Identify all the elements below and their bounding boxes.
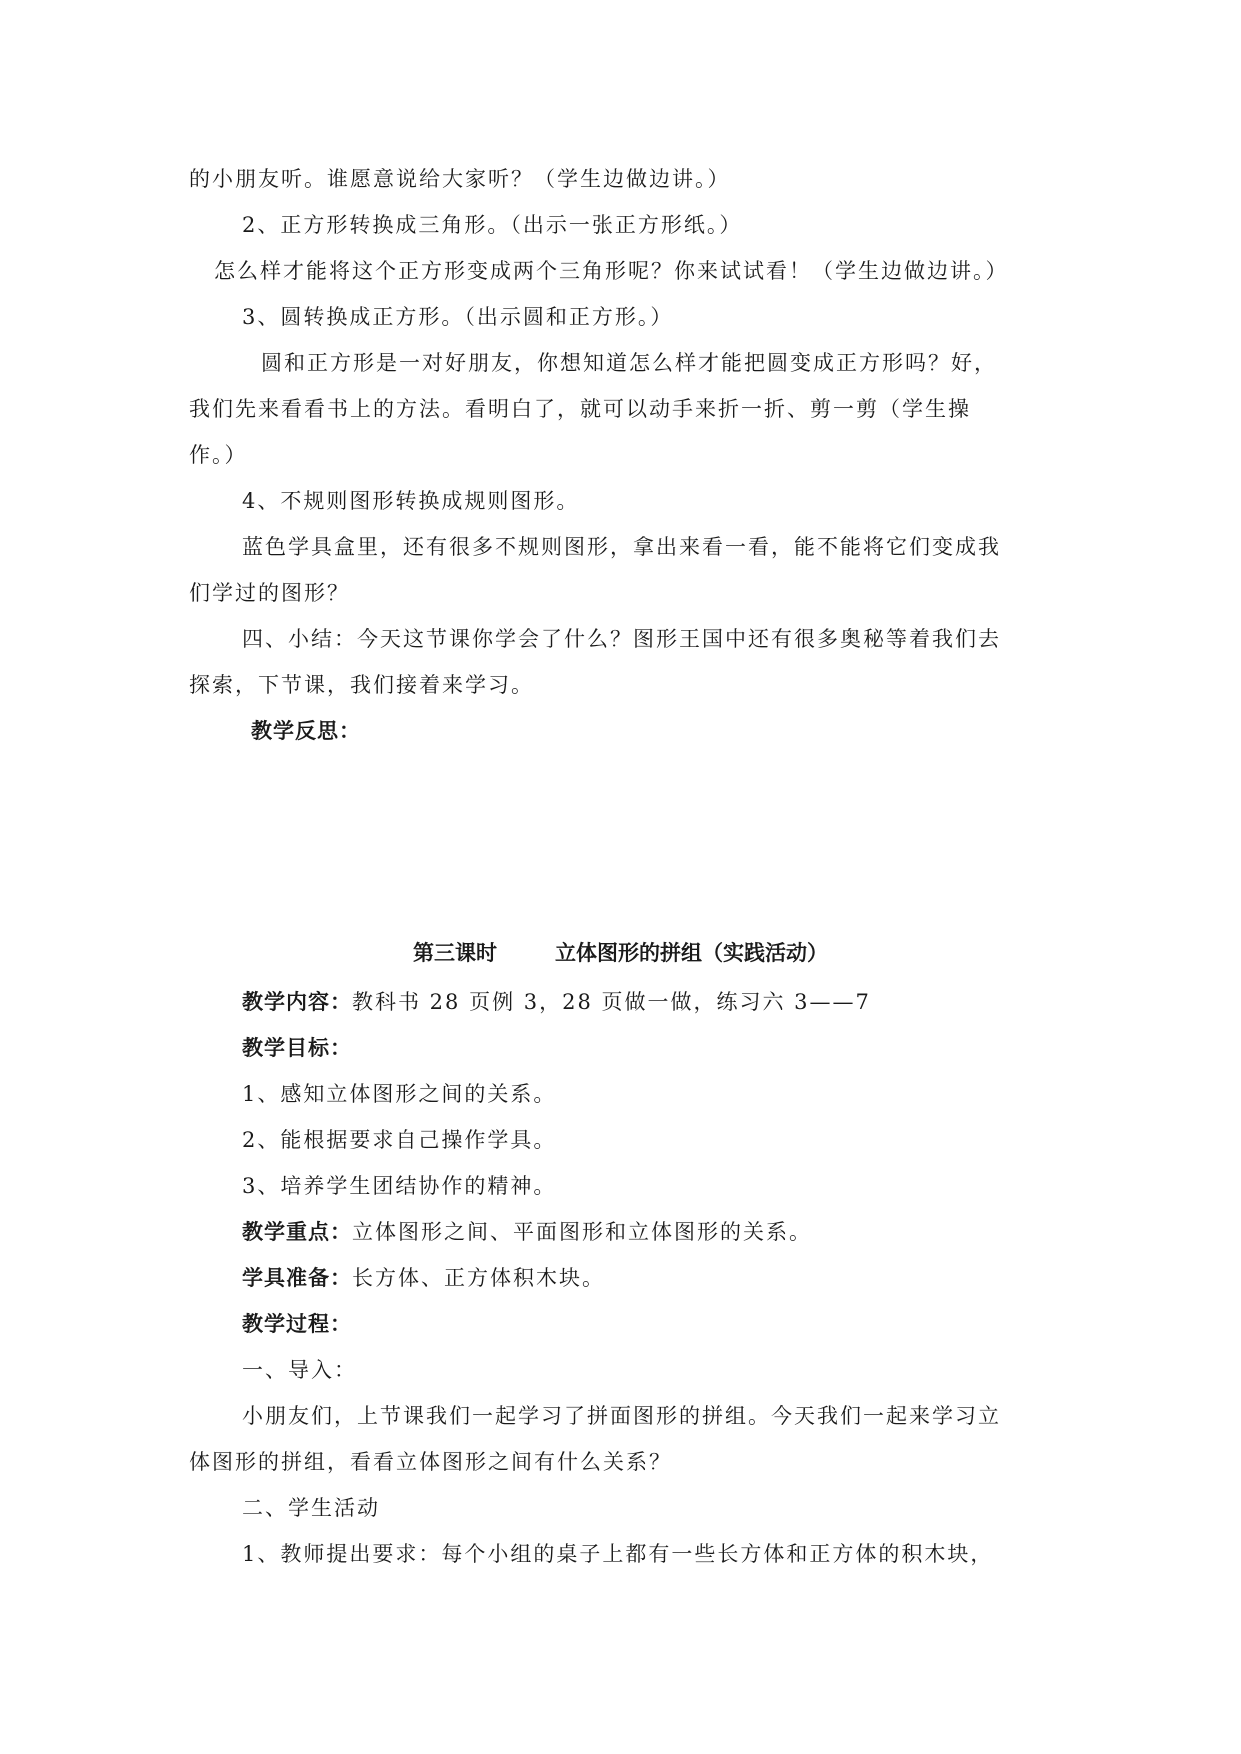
paragraph-line: 们学过的图形？ [189,581,350,605]
paragraph-line: 2、正方形转换成三角形。（出示一张正方形纸。） [242,213,743,237]
lesson-number: 第三课时 [413,941,497,965]
goal-item: 3、培养学生团结协作的精神。 [242,1174,557,1198]
section-heading: 二、学生活动 [242,1496,380,1520]
paragraph-line: 体图形的拼组，看看立体图形之间有什么关系？ [189,1450,672,1474]
content-row [242,987,871,1017]
paragraph-line: 小朋友们，上节课我们一起学习了拼面图形的拼组。今天我们一起来学习立 [242,1404,1001,1428]
content-label: 教学内容： [242,990,352,1014]
goal-item: 2、能根据要求自己操作学具。 [242,1128,557,1152]
tools-value: 长方体、正方体积木块。 [352,1266,605,1290]
paragraph-line: 怎么样才能将这个正方形变成两个三角形呢？你来试试看！（学生边做边讲。） [214,259,1009,283]
paragraph-line: 圆和正方形是一对好朋友，你想知道怎么样才能把圆变成正方形吗？好， [261,351,997,375]
paragraph-line: 探索，下节课，我们接着来学习。 [189,673,534,697]
paragraph-line: 作。） [189,443,248,467]
focus-row [242,1217,812,1247]
paragraph-line: 4、不规则图形转换成规则图形。 [242,489,580,513]
content-value: 教科书 28 页例 3，28 页做一做，练习六 3——7 [352,990,871,1014]
lesson-topic: 立体图形的拼组（实践活动） [555,941,828,965]
tools-row [242,1263,605,1293]
paragraph-line: 我们先来看看书上的方法。看明白了，就可以动手来折一折、剪一剪（学生操 [189,397,971,421]
focus-value: 立体图形之间、平面图形和立体图形的关系。 [352,1220,812,1244]
focus-label: 教学重点： [242,1220,352,1244]
paragraph-line: 蓝色学具盒里，还有很多不规则图形，拿出来看一看，能不能将它们变成我 [242,535,1001,559]
paragraph-line: 3、圆转换成正方形。（出示圆和正方形。） [242,305,674,329]
goal-item: 1、感知立体图形之间的关系。 [242,1082,557,1106]
tools-label: 学具准备： [242,1266,352,1290]
paragraph-line: 四、小结：今天这节课你学会了什么？图形王国中还有很多奥秘等着我们去 [242,627,1001,651]
goals-label: 教学目标： [242,1036,352,1060]
process-label: 教学过程： [242,1312,352,1336]
paragraph-line: 的小朋友听。谁愿意说给大家听？（学生边做边讲。） [189,167,731,191]
lesson-title [0,938,1241,968]
paragraph-line: 1、教师提出要求：每个小组的桌子上都有一些长方体和正方体的积木块， [242,1542,994,1566]
section-heading: 一、导入： [242,1358,357,1382]
reflection-label: 教学反思： [251,719,361,743]
